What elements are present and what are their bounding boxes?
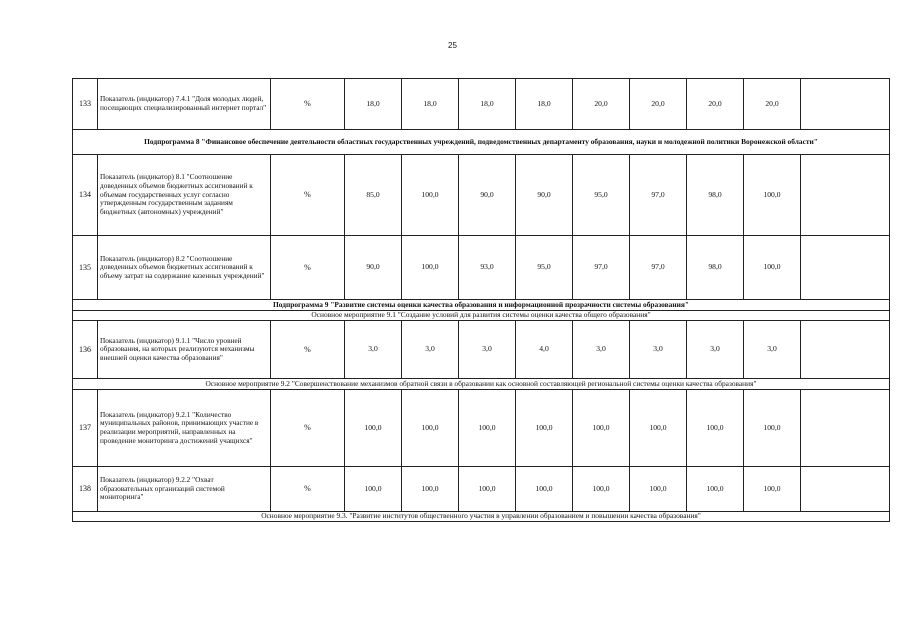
value-cell: 3,0 [744, 321, 801, 379]
unit-cell: % [271, 321, 345, 379]
value-cell: 97,0 [630, 155, 687, 236]
value-cell: 100,0 [459, 467, 516, 512]
value-cell: 3,0 [630, 321, 687, 379]
indicator-table [72, 78, 890, 522]
empty-cell [801, 155, 890, 236]
value-cell: 100,0 [573, 467, 630, 512]
table-row [73, 155, 890, 236]
subprogram-title: Подпрограмма 9 "Развитие системы оценки качества образования и информационной прозрачности системы образования" [73, 300, 890, 311]
value-cell: 100,0 [630, 390, 687, 467]
page-number: 25 [448, 41, 457, 50]
table-row [73, 467, 890, 512]
row-number: 136 [73, 321, 98, 379]
value-cell: 18,0 [402, 79, 459, 130]
value-cell: 20,0 [573, 79, 630, 130]
value-cell: 100,0 [573, 390, 630, 467]
row-number: 138 [73, 467, 98, 512]
row-number: 135 [73, 236, 98, 300]
activity-row [73, 311, 890, 321]
value-cell: 90,0 [345, 236, 402, 300]
value-cell: 100,0 [744, 155, 801, 236]
value-cell: 93,0 [459, 236, 516, 300]
unit-cell: % [271, 79, 345, 130]
row-number: 134 [73, 155, 98, 236]
value-cell: 100,0 [630, 467, 687, 512]
subprogram-row [73, 300, 890, 311]
value-cell: 3,0 [687, 321, 744, 379]
activity-title: Основное мероприятие 9.2 "Совершенствование механизмов обратной связи в образовании как основной составляющей региональной системы оценки качества образования" [73, 379, 890, 390]
table-row [73, 236, 890, 300]
value-cell: 100,0 [402, 155, 459, 236]
row-number: 133 [73, 79, 98, 130]
table-row [73, 321, 890, 379]
value-cell: 95,0 [573, 155, 630, 236]
value-cell: 3,0 [573, 321, 630, 379]
empty-cell [801, 79, 890, 130]
empty-cell [801, 467, 890, 512]
value-cell: 3,0 [345, 321, 402, 379]
subprogram-title: Подпрограмма 8 "Финансовое обеспечение деятельности областных государственных учреждений, подведомственных департаменту образования, науки и молодежной политики Воронежской области" [73, 130, 890, 155]
value-cell: 20,0 [630, 79, 687, 130]
activity-row [73, 379, 890, 390]
empty-cell [801, 321, 890, 379]
value-cell: 98,0 [687, 236, 744, 300]
value-cell: 20,0 [687, 79, 744, 130]
indicator-name: Показатель (индикатор) 9.2.1 "Количество муниципальных районов, принимающих участие в реализации мероприятий, направленных на проведение мониторинга достижений учащихся" [98, 390, 271, 467]
value-cell: 100,0 [687, 390, 744, 467]
value-cell: 85,0 [345, 155, 402, 236]
row-number: 137 [73, 390, 98, 467]
value-cell: 100,0 [516, 390, 573, 467]
value-cell: 100,0 [744, 467, 801, 512]
activity-title: Основное мероприятие 9.1 "Создание условий для развития системы оценки качества общего образования" [73, 311, 890, 321]
value-cell: 100,0 [516, 467, 573, 512]
value-cell: 20,0 [744, 79, 801, 130]
unit-cell: % [271, 467, 345, 512]
value-cell: 18,0 [345, 79, 402, 130]
value-cell: 97,0 [630, 236, 687, 300]
value-cell: 3,0 [459, 321, 516, 379]
value-cell: 100,0 [345, 390, 402, 467]
value-cell: 98,0 [687, 155, 744, 236]
value-cell: 95,0 [516, 236, 573, 300]
table-row [73, 79, 890, 130]
empty-cell [801, 236, 890, 300]
indicator-name: Показатель (индикатор) 9.2.2 "Охват образовательных организаций системой мониторинга" [98, 467, 271, 512]
value-cell: 100,0 [345, 467, 402, 512]
value-cell: 90,0 [516, 155, 573, 236]
value-cell: 100,0 [402, 236, 459, 300]
indicator-name: Показатель (индикатор) 8.1 "Соотношение доведенных объемов бюджетных ассигнований к объемам государственных услуг согласно утвержденным государственным заданиям бюджетных (автономных) учреждений" [98, 155, 271, 236]
value-cell: 97,0 [573, 236, 630, 300]
table-row [73, 390, 890, 467]
value-cell: 3,0 [402, 321, 459, 379]
empty-cell [801, 390, 890, 467]
activity-row [73, 512, 890, 522]
value-cell: 100,0 [744, 390, 801, 467]
unit-cell: % [271, 155, 345, 236]
value-cell: 4,0 [516, 321, 573, 379]
value-cell: 100,0 [402, 390, 459, 467]
value-cell: 100,0 [687, 467, 744, 512]
value-cell: 100,0 [402, 467, 459, 512]
activity-title: Основное мероприятие 9.3. "Развитие институтов общественного участия в управлении образованием и повышении качества образования" [73, 512, 890, 522]
value-cell: 100,0 [744, 236, 801, 300]
subprogram-row [73, 130, 890, 155]
unit-cell: % [271, 236, 345, 300]
value-cell: 18,0 [459, 79, 516, 130]
indicator-name: Показатель (индикатор) 8.2 "Соотношение доведенных объемов бюджетных ассигнований к объему затрат на содержание казенных учреждений" [98, 236, 271, 300]
value-cell: 18,0 [516, 79, 573, 130]
indicator-name: Показатель (индикатор) 7.4.1 "Доля молодых людей, посещающих специализированный интернет портал" [98, 79, 271, 130]
unit-cell: % [271, 390, 345, 467]
indicator-name: Показатель (индикатор) 9.1.1 "Число уровней образования, на которых реализуются механизмы внешней оценки качества образования" [98, 321, 271, 379]
value-cell: 90,0 [459, 155, 516, 236]
value-cell: 100,0 [459, 390, 516, 467]
